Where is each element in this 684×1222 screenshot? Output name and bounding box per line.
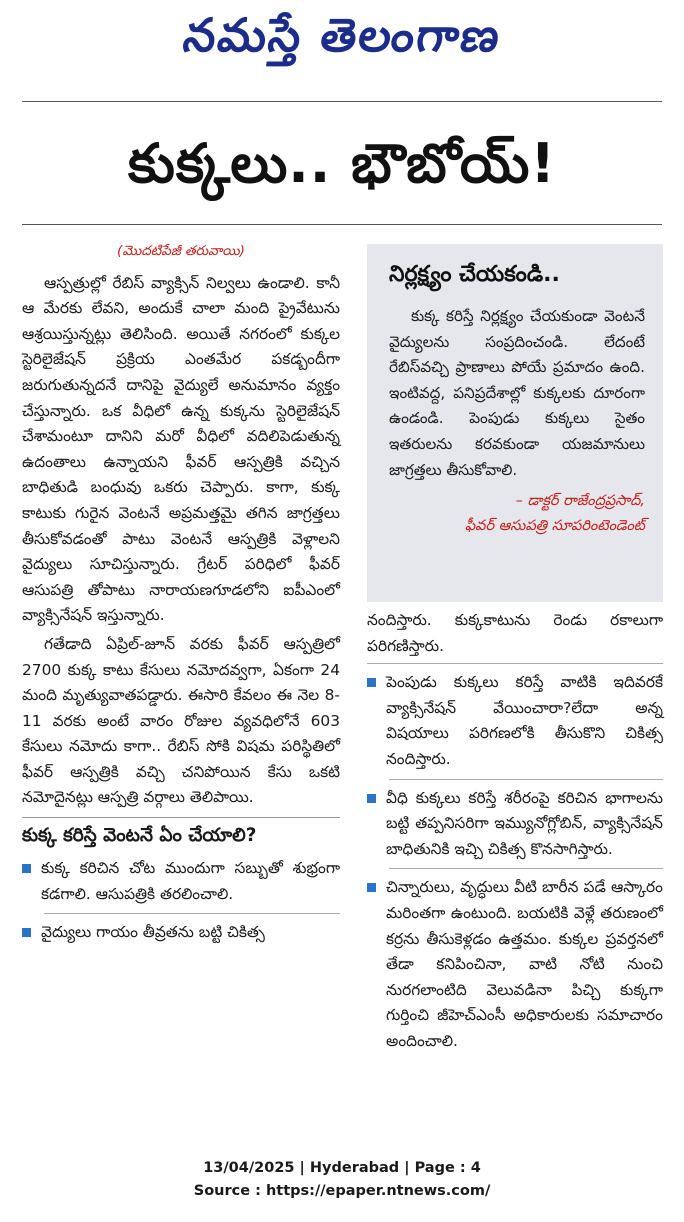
article-paragraph: గతేడాది ఏప్రిల్-జూన్ వరకు ఫీవర్ ఆస్పత్రిలో 2700 కుక్క కాటు కేసులు నమోదవ్వగా, ఏకంగా 24 మంది మృత్యువాతపడ్డారు. ఈసారి కేవలం ఈ నెల 8-11 వరకు అంటే వారం రోజుల వ్యవధిలోనే 603 కేసులు నమోదు కాగా.. రేబిస్ సోకి విషమ పరిస్థితిలో ఫీవర్ ఆస్పత్రికి వచ్చి చనిపోయిన కేసు ఒకటి నమోదైనట్లు ఆస్పత్రి వర్గాలు తెలిపాయి. (22, 634, 340, 807)
list-item (367, 670, 663, 772)
masthead (0, 0, 684, 90)
continued-label: (మొదటిపేజీ తరువాయి) (117, 243, 245, 259)
square-bullet-icon (367, 678, 376, 687)
divider (44, 913, 340, 914)
list-item-text: వీధి కుక్కలు కరిస్తే శరీరంపై కరిచిన భాగాలను బట్టి తప్పనిసరిగా ఇమ్యునోగ్లోబిన్, వ్యాక్సినేషన్ బాధితునికి ఇచ్చి చికిత్స కొనసాగిస్తారు. (386, 788, 663, 858)
divider (389, 868, 663, 869)
article-paragraph: నందిస్తారు. కుక్కకాటును రెండు రకాలుగా పరిగణిస్తారు. (367, 611, 663, 655)
list-item-text: వైద్యులు గాయం తీవ్రతను బట్టి చికిత్స (41, 923, 265, 942)
box-body: కుక్క కరిస్తే నిర్లక్ష్యం చేయకుండా వెంటనే వైద్యులను సంప్రదించండి. లేదంటే రేబిస్‌వచ్చి ప్రాణాలు పోయే ప్రమాదం ఉంది. ఇంటివద్ద, పనిప్రదేశాల్లో కుక్కలకు దూరంగా ఉండండి. పెంపుడు కుక్కలు సైతం ఇతరులను కరవకుండా యజమానులు జాగ్రత్తలు తీసుకోవాలి. (389, 307, 645, 479)
top-rule (22, 101, 662, 102)
signature-name: – డాక్టర్ రాజేంద్రప్రసాద్, (515, 493, 645, 510)
footer-date-line: 13/04/2025 | Hyderabad | Page : 4 (203, 1160, 481, 1176)
list-item (367, 786, 663, 863)
square-bullet-icon (367, 883, 376, 892)
list-item (22, 856, 340, 907)
list-item (22, 920, 340, 946)
square-bullet-icon (22, 864, 31, 873)
list-item-text: కుక్క కరిచిన చోట ముందుగా సబ్బుతో శుభ్రంగా కడగాలి. ఆసుపత్రికి తరలించాలి. (41, 859, 340, 903)
box-signature (389, 489, 645, 539)
signature-title: ఫీవర్ ఆసుపత్రి సూపరింటెండెంట్ (464, 518, 645, 535)
newspaper-logo: నమస్తే తెలంగాణ (180, 8, 506, 62)
divider (389, 779, 663, 780)
section-subhead: కుక్క కరిస్తే వెంటనే ఏం చేయాలి? (22, 817, 340, 848)
square-bullet-icon (367, 794, 376, 803)
right-column (367, 608, 663, 1061)
box-title: నిర్లక్ష్యం చేయకండి.. (389, 262, 560, 287)
footer-source-line: Source : https://epaper.ntnews.com/ (193, 1183, 491, 1199)
square-bullet-icon (22, 928, 31, 937)
doctor-advice-box (367, 244, 663, 602)
headline: కుక్కలు.. భౌబోయ్! (127, 132, 556, 195)
article-paragraph: ఆస్పత్రుల్లో రేబిస్ వ్యాక్సిన్ నిల్వలు ఉండాలి. కానీ ఆ మేరకు లేవని, అందుకే చాలా మంది ప్రైవేటును ఆశ్రయిస్తున్నట్లు తెలిసింది. అయితే నగరంలో కుక్కల స్టెరిలైజేషన్ ప్రక్రియ ఎంతమేర పకడ్బందీగా జరుగుతున్నదనే దానిపై వైద్యులే అనుమానం వ్యక్తం చేస్తున్నారు. ఒక వీధిలో ఉన్న కుక్కను స్టెరిలైజేషన్ చేశామంటూ దానిని మరో వీధిలో వదిలిపెడుతున్న ఉదంతాలు ఉన్నాయని ఫీవర్ ఆస్పత్రికి వచ్చిన బాధితుడి బంధువు ఒకరు చెప్పారు. కాగా, కుక్క కాటుకు గురైన వెంటనే అప్రమత్తమై తగిన జాగ్రత్తలు తీసుకోవడంతో పాటు వెంటనే ఆస్పత్రికి వెళ్లాలని వైద్యులు సూచిస్తున్నారు. గ్రేటర్ పరిధిలో ఫీవర్ ఆసుపత్రి తోపాటు నారాయణగూడలోని ఐపీఎంలో వ్యాక్సినేషన్ ఇస్తున్నారు. (22, 273, 340, 625)
headline-rule (22, 224, 662, 225)
list-item-text: పెంపుడు కుక్కలు కరిస్తే వాటికి ఇదివరకే వ్యాక్సినేషన్ వేయించారా?లేదా అన్న విషయాలు పరిగణలోకి తీసుకొని చికిత్స నందిస్తారు. (386, 673, 663, 768)
divider (367, 663, 663, 664)
list-item-text: చిన్నారులు, వృద్ధులు వీటి బారీన పడే ఆస్కారం మరింతగా ఉంటుంది. బయటికి వెళ్లే తరుణంలో కర్రను తీసుకెళ్లడం ఉత్తమం. కుక్కల ప్రవర్తనలో తేడా కనిపించినా, వాటి నోటి నుంచి నురగలాంటిది వెలువడినా పిచ్చి కుక్కగా గుర్తించి జీహెచ్ఎంసీ అధికారులకు సమాచారం అందించాలి. (386, 878, 663, 1050)
list-item (367, 875, 663, 1054)
left-column (22, 239, 340, 952)
